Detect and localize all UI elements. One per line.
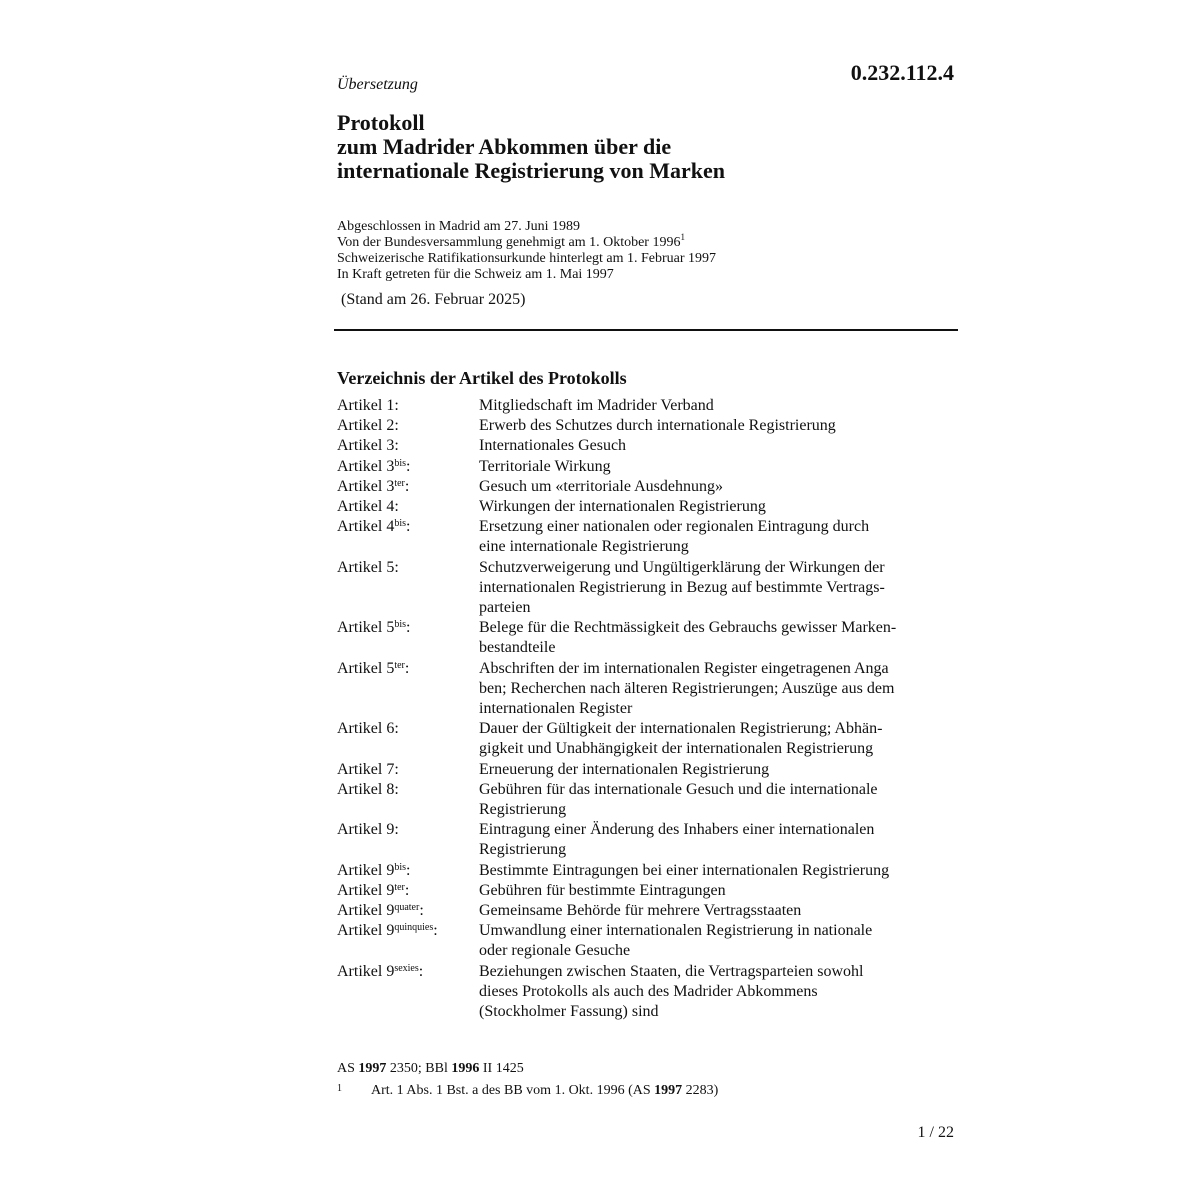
article-title-line: gigkeit und Unabhängigkeit der internationalen Registrierung [479, 740, 874, 758]
enactment-details [337, 219, 716, 283]
article-title-line: Bestimmte Eintragungen bei einer internationalen Registrierung [479, 861, 890, 879]
article-title-line: Beziehungen zwischen Staaten, die Vertragsparteien sowohl [479, 962, 864, 980]
footnote-1: 1 Art. 1 Abs. 1 Bst. a des BB vom 1. Okt. 1996 (AS 1997 2283) [337, 1079, 718, 1101]
article-number[interactable]: Artikel 4: [337, 498, 399, 516]
divider [334, 329, 958, 331]
article-number[interactable]: Artikel $9^{bis}$: [337, 861, 411, 879]
article-number[interactable]: Artikel 6: [337, 720, 399, 738]
toc-row[interactable] [337, 517, 957, 557]
article-title[interactable] [479, 780, 957, 820]
article-number[interactable]: Artikel $5^{bis}$: [337, 619, 411, 637]
article-title-line: Erwerb des Schutzes durch internationale Registrierung [479, 417, 836, 435]
status-date: (Stand am 26. Februar 2025) [341, 291, 526, 308]
article-list [337, 396, 957, 1022]
article-title-line: dieses Protokolls als auch des Madrider Abkommens [479, 982, 818, 1000]
article-number[interactable]: Artikel 2: [337, 417, 399, 435]
article-suffix: bis [394, 518, 406, 530]
article-title-line: Umwandlung einer internationalen Registrierung in nationale [479, 922, 873, 940]
article-title-line: Gesuch um «territoriale Ausdehnung» [479, 477, 723, 495]
toc-row[interactable] [337, 497, 957, 517]
article-number[interactable]: Artikel $3^{bis}$: [337, 457, 411, 475]
article-title-line: parteien [479, 599, 531, 617]
toc-row[interactable] [337, 780, 957, 820]
article-number[interactable]: Artikel $9^{quater}$: [337, 902, 424, 920]
toc-row[interactable] [337, 457, 957, 477]
toc-row[interactable] [337, 659, 957, 720]
article-title-line: bestandteile [479, 639, 556, 657]
toc-row[interactable] [337, 861, 957, 881]
toc-row[interactable] [337, 436, 957, 456]
article-title[interactable] [479, 820, 957, 860]
article-title[interactable] [479, 517, 957, 557]
article-title-line: internationalen Register [479, 700, 633, 718]
article-title[interactable] [479, 901, 957, 921]
article-title[interactable] [479, 477, 957, 497]
article-number[interactable]: Artikel $4^{bis}$: [337, 518, 411, 536]
article-suffix: bis [394, 619, 406, 631]
article-number[interactable]: Artikel 3: [337, 437, 399, 455]
article-title[interactable] [479, 861, 957, 881]
article-title-line: Gemeinsame Behörde für mehrere Vertragsstaaten [479, 902, 802, 920]
article-title-line: Abschriften der im internationalen Register eingetragenen Anga [479, 659, 889, 677]
toc-row[interactable] [337, 760, 957, 780]
article-title-line: Ersetzung einer nationalen oder regionalen Eintragung durch [479, 518, 870, 536]
article-title[interactable] [479, 760, 957, 780]
article-title-line: ben; Recherchen nach älteren Registrierungen; Auszüge aus dem [479, 679, 895, 697]
article-title-line: Gebühren für das internationale Gesuch und die internationale [479, 780, 878, 798]
footnote-ref[interactable]: 1 [680, 232, 685, 242]
article-title[interactable] [479, 921, 957, 961]
article-suffix: bis [394, 861, 406, 873]
article-title[interactable] [479, 416, 957, 436]
concluded-line: Abgeschlossen in Madrid am 27. Juni 1989 [337, 219, 581, 234]
article-number[interactable]: Artikel 9: [337, 821, 399, 839]
footnotes [337, 1059, 718, 1101]
article-title[interactable] [479, 962, 957, 1023]
article-title-line: Internationales Gesuch [479, 437, 627, 455]
sr-number: 0.232.112.4 [850, 60, 954, 85]
ratified-line: Schweizerische Ratifikationsurkunde hinterlegt am 1. Februar 1997 [337, 251, 717, 266]
article-title[interactable] [479, 659, 957, 720]
article-title-line: Gebühren für bestimmte Eintragungen [479, 881, 726, 899]
toc-row[interactable] [337, 962, 957, 1023]
document-title [337, 111, 957, 183]
toc-row[interactable] [337, 618, 957, 658]
article-suffix: bis [394, 457, 406, 469]
article-title-line: (Stockholmer Fassung) sind [479, 1003, 659, 1021]
article-suffix: quater [394, 902, 420, 914]
article-title[interactable] [479, 881, 957, 901]
title-line: internationale Registrierung von Marken [337, 158, 726, 183]
source-reference: AS 1997 2350; BBl 1996 II 1425 [337, 1061, 524, 1076]
article-number[interactable]: Artikel 5: [337, 558, 399, 576]
article-title-line: Registrierung [479, 801, 567, 819]
toc-row[interactable] [337, 396, 957, 416]
article-title-line: Erneuerung der internationalen Registrierung [479, 760, 770, 778]
toc-row[interactable] [337, 477, 957, 497]
article-title[interactable] [479, 558, 957, 619]
article-title-line: internationalen Registrierung in Bezug auf bestimmte Vertrags- [479, 578, 885, 596]
article-number[interactable]: Artikel 8: [337, 780, 399, 798]
toc-row[interactable] [337, 416, 957, 436]
article-title-line: Eintragung einer Änderung des Inhabers einer internationalen [479, 821, 875, 839]
article-suffix: ter [394, 659, 405, 671]
title-line: zum Madrider Abkommen über die [337, 134, 672, 159]
article-title[interactable] [479, 436, 957, 456]
article-number[interactable]: Artikel $9^{sexies}$: [337, 962, 424, 980]
article-title[interactable] [479, 719, 957, 759]
toc-heading: Verzeichnis der Artikel des Protokolls [337, 368, 627, 388]
toc-row[interactable] [337, 719, 957, 759]
article-title-line: eine internationale Registrierung [479, 538, 689, 556]
article-title-line: Territoriale Wirkung [479, 457, 611, 475]
article-number[interactable]: Artikel $9^{ter}$: [337, 881, 410, 899]
article-number[interactable]: Artikel $3^{ter}$: [337, 477, 410, 495]
toc-row[interactable] [337, 901, 957, 921]
article-title[interactable] [479, 618, 957, 658]
toc-row[interactable] [337, 881, 957, 901]
toc-row[interactable] [337, 921, 957, 961]
article-title[interactable] [479, 396, 957, 416]
toc-row[interactable] [337, 820, 957, 860]
article-title-line: Registrierung [479, 841, 567, 859]
article-suffix: quinquies [394, 922, 434, 934]
article-title-line: Wirkungen der internationalen Registrierung [479, 498, 766, 516]
article-title-line: Dauer der Gültigkeit der internationalen Registrierung; Abhän- [479, 720, 883, 738]
title-line: Protokoll [337, 110, 425, 135]
article-number[interactable]: Artikel 1: [337, 397, 399, 414]
article-title[interactable] [479, 497, 957, 517]
approved-line: Von der Bundesversammlung genehmigt am 1. Oktober 1996$^1$ [337, 232, 685, 250]
article-title-line: oder regionale Gesuche [479, 942, 631, 960]
footnote-mark: 1 [337, 1083, 342, 1094]
article-number[interactable]: Artikel 7: [337, 760, 399, 778]
in-force-line: In Kraft getreten für die Schweiz am 1. Mai 1997 [337, 267, 614, 282]
article-suffix: ter [394, 477, 405, 489]
article-number[interactable]: Artikel $5^{ter}$: [337, 659, 410, 677]
article-title-line: Schutzverweigerung und Ungültigerklärung der Wirkungen der [479, 558, 885, 576]
article-suffix: ter [394, 881, 405, 893]
article-title-line: Belege für die Rechtmässigkeit des Gebrauchs gewisser Marken- [479, 619, 897, 637]
page-number: 1 / 22 [917, 1124, 954, 1141]
toc-row[interactable] [337, 558, 957, 619]
article-suffix: sexies [394, 962, 419, 974]
article-title[interactable] [479, 457, 957, 477]
translation-label: Übersetzung [337, 76, 418, 93]
article-title-line: Mitgliedschaft im Madrider Verband [479, 397, 714, 414]
article-number[interactable]: Artikel $9^{quinquies}$: [337, 922, 438, 940]
